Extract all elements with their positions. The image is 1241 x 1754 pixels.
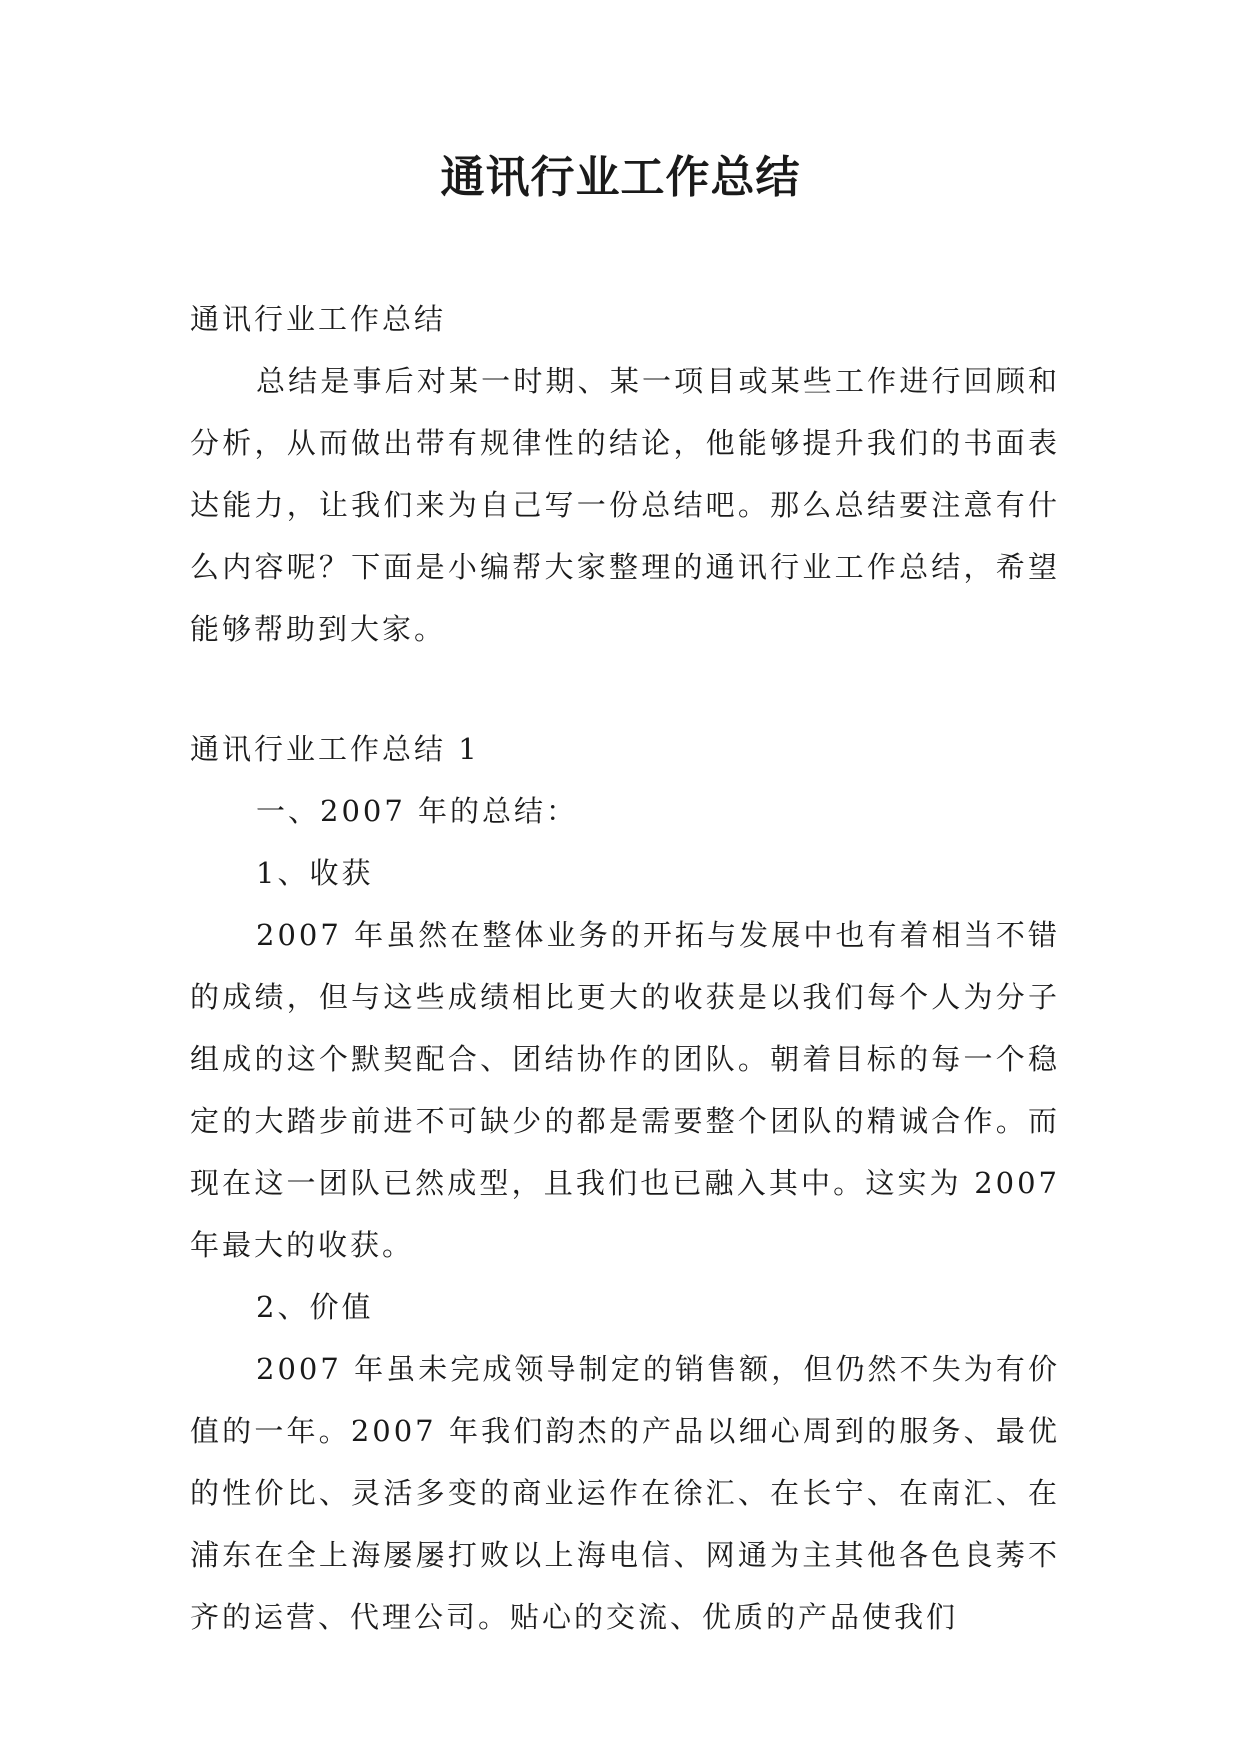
body-paragraph: 2007 年虽然在整体业务的开拓与发展中也有着相当不错的成绩，但与这些成绩相比更大的收获是以我们每个人为分子组成的这个默契配合、团结协作的团队。朝着目标的每一个稳定的大踏步前进不可缺少的都是需要整个团队的精诚合作。而现在这一团队已然成型，且我们也已融入其中。这实为 2007 年最大的收获。 — [190, 918, 1060, 1262]
body-paragraph: 2007 年虽未完成领导制定的销售额，但仍然不失为有价值的一年。2007 年我们韵杰的产品以细心周到的服务、最优的性价比、灵活多变的商业运作在徐汇、在长宁、在南汇、在浦东在全上海屡屡打败以上海电信、网通为主其他各色良莠不齐的运营、代理公司。贴心的交流、优质的产品使我们 — [190, 1352, 1060, 1634]
section-heading: 通讯行业工作总结 1 — [190, 732, 480, 766]
document-body — [190, 288, 1060, 1648]
subsection-heading: 一、2007 年的总结： — [256, 794, 579, 828]
intro-paragraph: 总结是事后对某一时期、某一项目或某些工作进行回顾和分析，从而做出带有规律性的结论，他能够提升我们的书面表达能力，让我们来为自己写一份总结吧。那么总结要注意有什么内容呢？下面是小编帮大家整理的通讯行业工作总结，希望能够帮助到大家。 — [190, 364, 1060, 646]
document-title: 通讯行业工作总结 — [440, 152, 801, 203]
subsection-heading: 1、收获 — [256, 856, 374, 890]
subsection-heading: 2、价值 — [256, 1290, 374, 1324]
section-heading: 通讯行业工作总结 — [190, 302, 447, 336]
